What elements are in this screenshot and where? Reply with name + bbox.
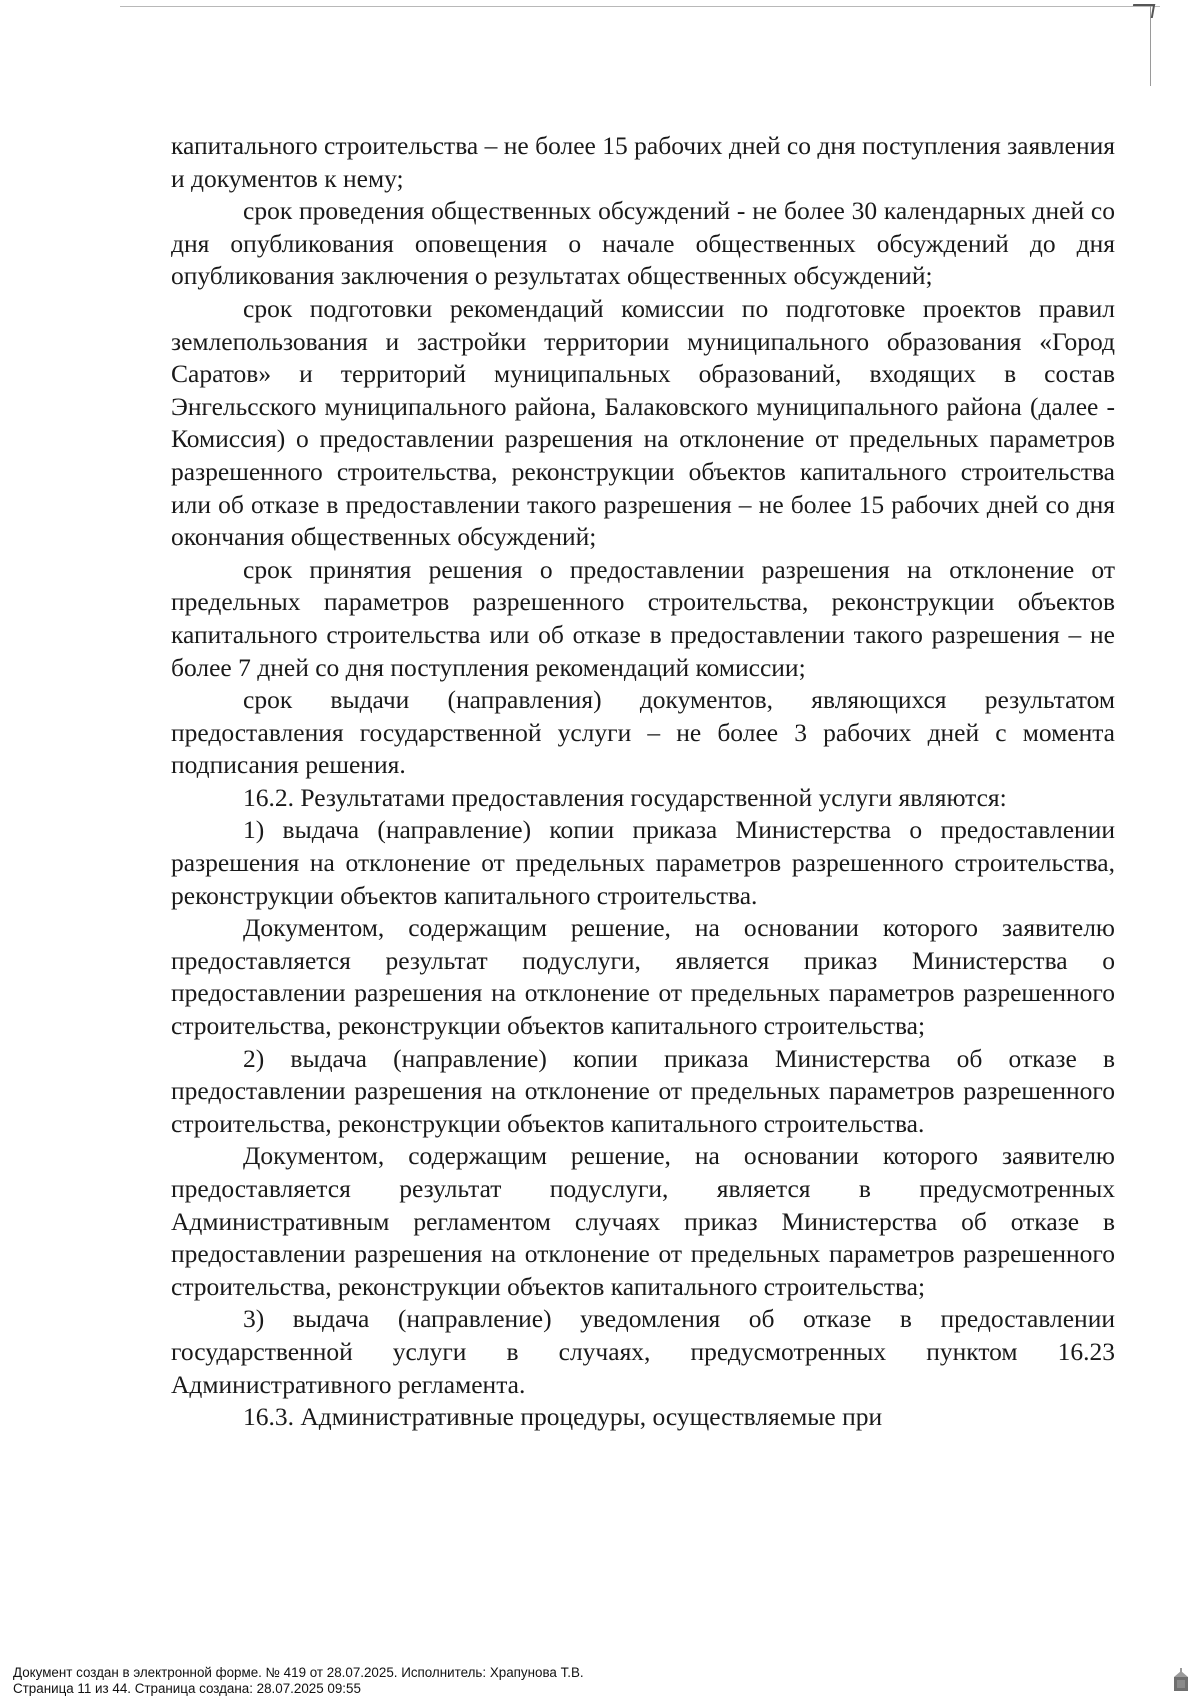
footer-page-info: Страница 11 из 44. Страница создана: 28.07.2025 09:55 <box>13 1680 361 1696</box>
page-footer <box>13 1665 584 1696</box>
scan-edge-top <box>120 6 1160 7</box>
paragraph-continuation: капитального строительства – не более 15 рабочих дней со дня поступления заявления и документов к нему; <box>171 131 1115 193</box>
paragraph-issuance-term: срок выдачи (направления) документов, являющихся результатом предоставления государственной услуги – не более 3 рабочих дней с момента подписания решения. <box>171 685 1115 780</box>
paragraph-section-16-2: 16.2. Результатами предоставления государственной услуги являются: <box>243 782 1007 812</box>
paragraph-commission-recommendation-term: срок подготовки рекомендаций комиссии по подготовке проектов правил землепользования и застройки территории муниципального образования «Город Саратов» и территорий муниципальных образований, входящих в состав Энгельсского муниципального района, Балаковского муниципального района (далее - Комиссия) о предоставлении разрешения на отклонение от предельных параметров разрешенного строительства, реконструкции объектов капитального строительства или об отказе в предоставлении такого разрешения – не более 15 рабочих дней со дня окончания общественных обсуждений; <box>171 293 1115 552</box>
paragraph-public-discussion-term: срок проведения общественных обсуждений - не более 30 календарных дней со дня опубликования оповещения о начале общественных обсуждений до дня опубликования заключения о результатах общественных обсуждений; <box>171 196 1115 291</box>
document-body <box>171 130 1115 1434</box>
footer-document-info: Документ создан в электронной форме. № 419 от 28.07.2025. Исполнитель: Храпунова Т.В. <box>13 1665 584 1680</box>
paragraph-item-1: 1) выдача (направление) копии приказа Министерства о предоставлении разрешения на отклонение от предельных параметров разрешенного строительства, реконструкции объектов капитального строительства. <box>171 815 1115 910</box>
scan-edge-right <box>1150 6 1151 86</box>
emblem-icon <box>1171 1668 1191 1692</box>
scan-corner-mark <box>1131 4 1155 18</box>
paragraph-item-2-document: Документом, содержащим решение, на основании которого заявителю предоставляется результат подуслуги, является в предусмотренных Административным регламентом случаях приказ Министерства об отказе в предоставлении разрешения на отклонение от предельных параметров разрешенного строительства, реконструкции объектов капитального строительства; <box>171 1141 1115 1301</box>
paragraph-section-16-3: 16.3. Административные процедуры, осуществляемые при <box>243 1402 883 1432</box>
paragraph-item-2: 2) выдача (направление) копии приказа Министерства об отказе в предоставлении разрешения на отклонение от предельных параметров разрешенного строительства, реконструкции объектов капитального строительства. <box>171 1043 1115 1138</box>
paragraph-item-1-document: Документом, содержащим решение, на основании которого заявителю предоставляется результат подуслуги, является приказ Министерства о предоставлении разрешения на отклонение от предельных параметров разрешенного строительства, реконструкции объектов капитального строительства; <box>171 913 1115 1041</box>
paragraph-decision-term: срок принятия решения о предоставлении разрешения на отклонение от предельных параметров разрешенного строительства, реконструкции объектов капитального строительства или об отказе в предоставлении такого разрешения – не более 7 дней со дня поступления рекомендаций комиссии; <box>171 554 1115 682</box>
paragraph-item-3: 3) выдача (направление) уведомления об отказе в предоставлении государственной услуги в случаях, предусмотренных пунктом 16.23 Административного регламента. <box>171 1304 1115 1399</box>
